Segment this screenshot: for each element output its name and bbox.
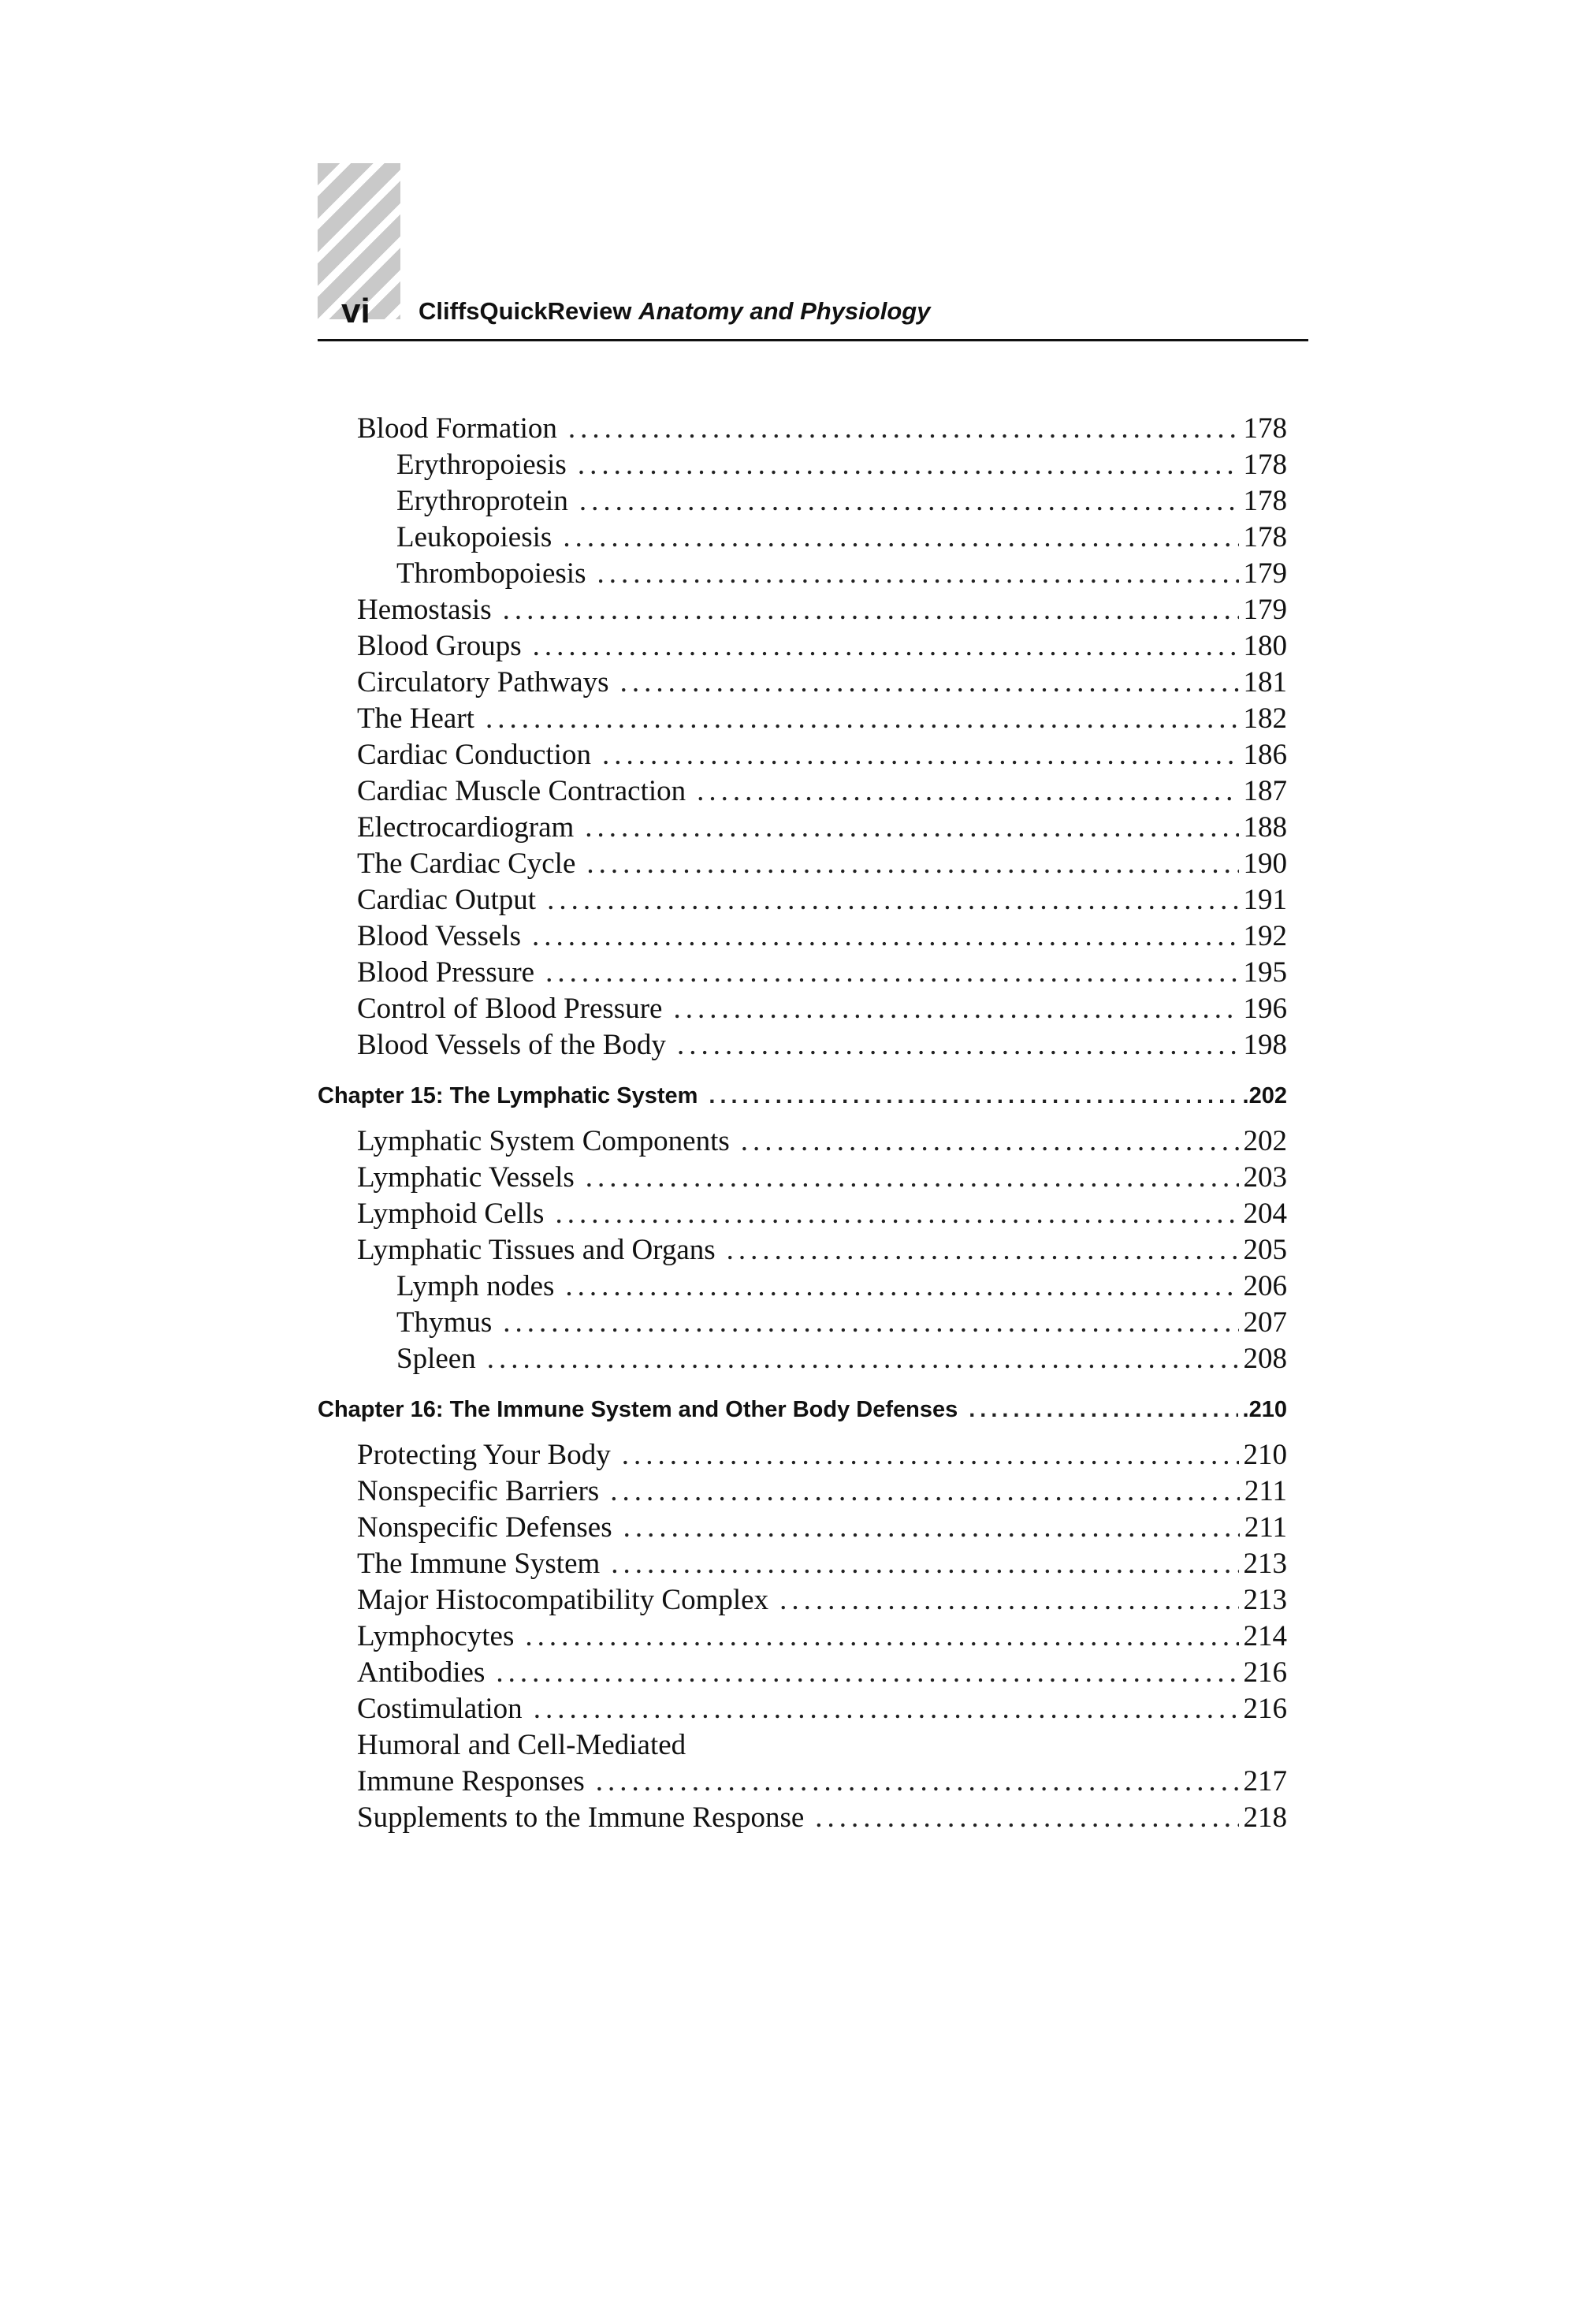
toc-entry-title: Major Histocompatibility Complex xyxy=(357,1584,769,1616)
dot-leader xyxy=(487,1342,1239,1376)
toc-entry-page: 202 xyxy=(1243,1125,1287,1157)
toc-chapter-heading[interactable] xyxy=(318,1083,1287,1119)
dot-leader xyxy=(533,629,1239,663)
toc-entry[interactable] xyxy=(357,883,1287,919)
toc-entry-page: 181 xyxy=(1243,666,1287,699)
toc-entry[interactable] xyxy=(357,1656,1287,1692)
toc-entry-page: 211 xyxy=(1244,1475,1287,1507)
toc-entry-title: Control of Blood Pressure xyxy=(357,993,663,1025)
toc-entry-page: 216 xyxy=(1243,1693,1287,1725)
toc-entry-page: 182 xyxy=(1243,702,1287,735)
dot-leader xyxy=(709,1083,1237,1109)
toc-entry-title: Lymph nodes xyxy=(396,1270,555,1302)
book-title: Anatomy and Physiology xyxy=(638,297,931,325)
toc-entry-page: 210 xyxy=(1243,1439,1287,1471)
toc-entry[interactable] xyxy=(357,919,1287,956)
toc-entry-title: Nonspecific Barriers xyxy=(357,1475,600,1507)
toc-entry-page: 178 xyxy=(1243,412,1287,445)
dot-leader xyxy=(496,1656,1238,1689)
chapter-title: Chapter 16: The Immune System and Other Body Defenses xyxy=(318,1397,958,1422)
toc-entry-title: Protecting Your Body xyxy=(357,1439,611,1471)
toc-entry[interactable] xyxy=(357,847,1287,883)
dot-leader xyxy=(563,520,1238,554)
dot-leader xyxy=(534,1692,1239,1726)
toc-entry[interactable] xyxy=(357,412,1287,448)
toc-entry[interactable] xyxy=(357,1028,1287,1064)
dot-leader xyxy=(579,484,1239,518)
toc-entry-page: 205 xyxy=(1243,1234,1287,1266)
dot-leader xyxy=(727,1233,1239,1267)
toc-entry[interactable] xyxy=(396,484,1287,520)
chapter-title: Chapter 15: The Lymphatic System xyxy=(318,1083,698,1108)
dot-leader xyxy=(673,992,1238,1026)
toc-entry-page: 213 xyxy=(1243,1548,1287,1580)
toc-entry[interactable] xyxy=(396,557,1287,593)
toc-entry-page: 186 xyxy=(1243,739,1287,771)
toc-entry[interactable] xyxy=(396,520,1287,557)
toc-entry-page: 191 xyxy=(1243,884,1287,916)
chapter-page: . 202 xyxy=(1243,1083,1287,1109)
dot-leader xyxy=(503,1306,1238,1339)
toc-entry-title: Electrocardiogram xyxy=(357,811,575,844)
toc-entry[interactable] xyxy=(357,1233,1287,1269)
dot-leader xyxy=(586,1160,1239,1194)
toc-entry[interactable] xyxy=(357,1764,1287,1801)
dot-leader xyxy=(485,702,1239,736)
dot-leader xyxy=(532,919,1239,953)
dot-leader xyxy=(623,1511,1240,1544)
toc-entry[interactable] xyxy=(357,1511,1287,1547)
toc-entry-page: 218 xyxy=(1243,1801,1287,1834)
toc-entry[interactable] xyxy=(357,702,1287,738)
toc-entry-page: 208 xyxy=(1243,1343,1287,1375)
toc-entry-title: Cardiac Conduction xyxy=(357,739,591,771)
chapter-page: . 210 xyxy=(1243,1397,1287,1423)
toc-entry-page: 192 xyxy=(1243,920,1287,952)
toc-entry-page: 198 xyxy=(1243,1029,1287,1061)
toc-entry[interactable] xyxy=(396,448,1287,484)
toc-entry-page: 207 xyxy=(1243,1306,1287,1339)
toc-entry-title: Nonspecific Defenses xyxy=(357,1511,612,1544)
toc-entry-title: Lymphoid Cells xyxy=(357,1198,545,1230)
toc-entry[interactable] xyxy=(357,992,1287,1028)
toc-entry-title: The Heart xyxy=(357,702,474,735)
toc-entry-title: Blood Vessels xyxy=(357,920,521,952)
dot-leader xyxy=(545,956,1238,989)
toc-entry-title: Lymphatic Tissues and Organs xyxy=(357,1234,716,1266)
toc-entry[interactable] xyxy=(357,956,1287,992)
toc-entry-page: 178 xyxy=(1243,485,1287,517)
toc-entry[interactable] xyxy=(357,1801,1287,1837)
toc-entry-title: Hemostasis xyxy=(357,594,492,626)
toc-entry-title: Antibodies xyxy=(357,1656,485,1689)
dot-leader xyxy=(611,1547,1238,1581)
toc-entry-page: 214 xyxy=(1243,1620,1287,1652)
dot-leader xyxy=(815,1801,1238,1835)
toc-chapter-heading[interactable] xyxy=(318,1397,1287,1433)
toc-entry-title: Lymphatic System Components xyxy=(357,1125,730,1157)
dot-leader xyxy=(547,883,1238,917)
toc-entry-page: 196 xyxy=(1243,993,1287,1025)
dot-leader xyxy=(610,1474,1240,1508)
toc-entry-page: 187 xyxy=(1243,775,1287,807)
toc-entry[interactable] xyxy=(396,1306,1287,1342)
toc-entry-title: Cardiac Muscle Contraction xyxy=(357,775,686,807)
toc-entry-page: 195 xyxy=(1243,956,1287,989)
toc-entry-page: 206 xyxy=(1243,1270,1287,1302)
toc-entry[interactable] xyxy=(357,1197,1287,1233)
toc-entry[interactable] xyxy=(357,1692,1287,1728)
toc-entry-title: The Immune System xyxy=(357,1548,601,1580)
toc-entry[interactable] xyxy=(396,1269,1287,1306)
toc-entry-title: Lymphatic Vessels xyxy=(357,1161,575,1194)
toc-entry-page: 213 xyxy=(1243,1584,1287,1616)
toc-entry-title: Circulatory Pathways xyxy=(357,666,609,699)
toc-entry[interactable] xyxy=(357,1124,1287,1160)
dot-leader xyxy=(969,1397,1237,1423)
toc-entry-page: 203 xyxy=(1243,1161,1287,1194)
dot-leader xyxy=(565,1269,1238,1303)
dot-leader xyxy=(677,1028,1239,1062)
toc-entry[interactable] xyxy=(357,593,1287,629)
toc-entry[interactable] xyxy=(357,1619,1287,1656)
toc-entry-title: Supplements to the Immune Response xyxy=(357,1801,805,1834)
dot-leader xyxy=(779,1583,1238,1617)
toc-entry[interactable] xyxy=(357,629,1287,665)
toc-entry[interactable] xyxy=(357,810,1287,847)
toc-entry-title: Blood Pressure xyxy=(357,956,535,989)
toc-entry-page: 217 xyxy=(1243,1765,1287,1797)
toc-entry-title: Blood Vessels of the Body xyxy=(357,1029,666,1061)
toc-entry-title: Thymus xyxy=(396,1306,493,1339)
dot-leader xyxy=(741,1124,1239,1158)
toc-entry[interactable] xyxy=(357,774,1287,810)
toc-entry[interactable] xyxy=(357,738,1287,774)
dot-leader xyxy=(503,593,1239,627)
toc-entry[interactable] xyxy=(357,1474,1287,1511)
toc-entry-page: 204 xyxy=(1243,1198,1287,1230)
toc-entry-title: The Cardiac Cycle xyxy=(357,848,576,880)
toc-entry[interactable] xyxy=(357,665,1287,702)
toc-entry-title: Blood Formation xyxy=(357,412,557,445)
toc-entry[interactable] xyxy=(396,1342,1287,1378)
toc-entry-page: 190 xyxy=(1243,848,1287,880)
dot-leader xyxy=(602,738,1239,772)
dot-leader xyxy=(620,665,1239,699)
toc-entry-title: Spleen xyxy=(396,1343,476,1375)
toc-entry-page: 178 xyxy=(1243,521,1287,553)
dot-leader xyxy=(597,557,1238,590)
toc-entry[interactable] xyxy=(357,1583,1287,1619)
dot-leader xyxy=(578,448,1239,482)
toc-entry-page: 179 xyxy=(1243,557,1287,590)
toc-entry-title: Thrombopoiesis xyxy=(396,557,586,590)
toc-entry-page: 211 xyxy=(1244,1511,1287,1544)
toc-entry[interactable] xyxy=(357,1160,1287,1197)
dot-leader xyxy=(568,412,1239,445)
toc-entry[interactable] xyxy=(357,1547,1287,1583)
page-folio: vi xyxy=(341,292,370,330)
dot-leader xyxy=(622,1438,1239,1472)
toc-entry-title: Humoral and Cell-Mediated xyxy=(357,1729,686,1761)
toc-entry-title: Immune Responses xyxy=(357,1765,585,1797)
toc-entry[interactable] xyxy=(357,1438,1287,1474)
toc-entry-title: Cardiac Output xyxy=(357,884,537,916)
toc-entry-title: Blood Groups xyxy=(357,630,522,662)
dot-leader xyxy=(586,847,1238,881)
dot-leader xyxy=(525,1619,1238,1653)
toc-entry-title: Costimulation xyxy=(357,1693,523,1725)
toc-entry-page: 180 xyxy=(1243,630,1287,662)
toc-entry-wrapped-line[interactable] xyxy=(357,1728,1287,1764)
toc-entry-title: Erythroprotein xyxy=(396,485,568,517)
toc-entry-title: Erythropoiesis xyxy=(396,449,567,481)
dot-leader xyxy=(596,1764,1239,1798)
toc-entry-page: 179 xyxy=(1243,594,1287,626)
dot-leader xyxy=(585,810,1238,844)
toc-entry-title: Lymphocytes xyxy=(357,1620,515,1652)
toc-entry-title: Leukopoiesis xyxy=(396,521,552,553)
toc-entry-page: 216 xyxy=(1243,1656,1287,1689)
toc-entry-page: 188 xyxy=(1243,811,1287,844)
dot-leader xyxy=(697,774,1238,808)
toc-entry-page: 178 xyxy=(1243,449,1287,481)
dot-leader xyxy=(555,1197,1238,1231)
series-name: CliffsQuickReview xyxy=(419,297,632,325)
